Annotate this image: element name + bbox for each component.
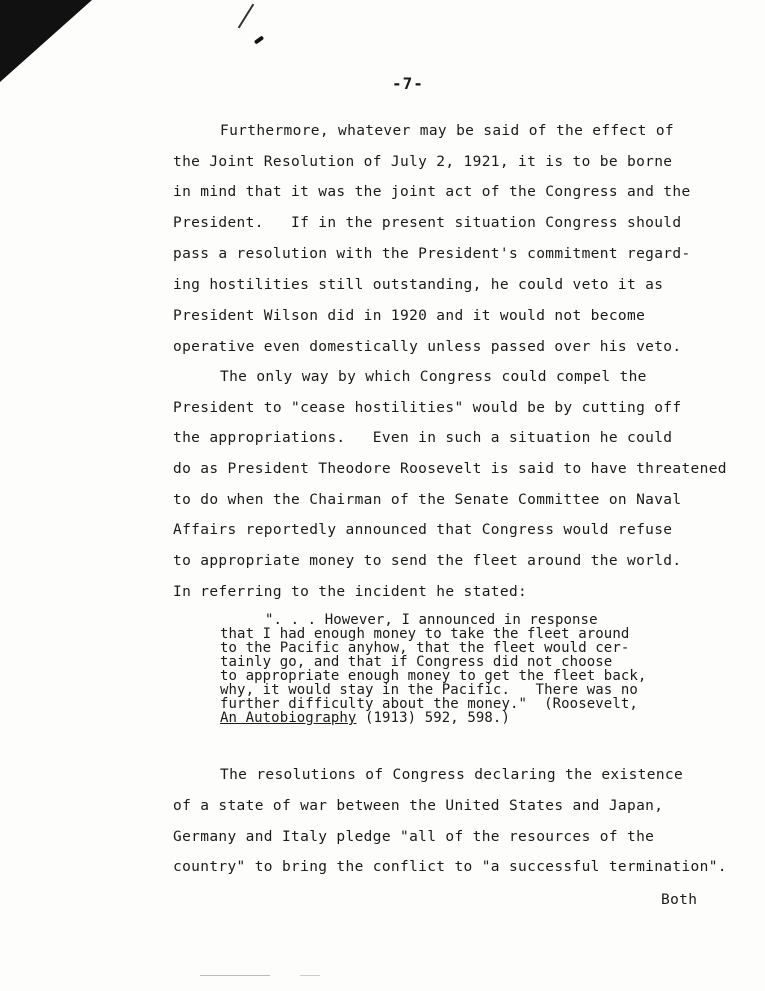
text-line: in mind that it was the joint act of the Congress and the	[173, 184, 691, 200]
text-line: pass a resolution with the President's commitment regard-	[173, 246, 691, 262]
quote-line: that I had enough money to take the fleet around	[220, 626, 630, 642]
text-line: the Joint Resolution of July 2, 1921, it is to be borne	[173, 154, 673, 170]
text-line: operative even domestically unless passed over his veto.	[173, 339, 682, 355]
pencil-slash-mark	[238, 4, 255, 29]
text-line: President to "cease hostilities" would be by cutting off	[173, 400, 682, 416]
text-line: The resolutions of Congress declaring the existence	[220, 767, 684, 783]
text-line: President. If in the present situation Congress should	[173, 215, 682, 231]
quote-line: further difficulty about the money." (Roosevelt,	[220, 696, 638, 712]
citation-details: (1913) 592, 598.)	[356, 710, 510, 726]
scan-artifact	[300, 975, 320, 976]
text-line: Germany and Italy pledge "all of the resources of the	[173, 829, 655, 845]
text-line: In referring to the incident he stated:	[173, 584, 528, 600]
citation-title: An Autobiography	[220, 710, 357, 726]
ink-dash-mark	[254, 35, 264, 44]
quote-line: why, it would stay in the Pacific. There was no	[220, 682, 638, 698]
quote-citation-line	[220, 711, 510, 726]
quote-line: to appropriate enough money to get the fleet back,	[220, 668, 647, 684]
dark-corner-shadow	[0, 0, 92, 82]
quote-line: tainly go, and that if Congress did not choose	[220, 654, 613, 670]
page-number: -7-	[392, 74, 424, 93]
catchword: Both	[661, 892, 698, 908]
text-line: President Wilson did in 1920 and it would not become	[173, 308, 646, 324]
text-line: ing hostilities still outstanding, he could veto it as	[173, 277, 664, 293]
text-line: Furthermore, whatever may be said of the effect of	[220, 123, 674, 139]
text-line: The only way by which Congress could compel the	[220, 369, 647, 385]
text-line: of a state of war between the United States and Japan,	[173, 798, 664, 814]
scan-artifact	[200, 975, 270, 976]
text-line: to do when the Chairman of the Senate Committee on Naval	[173, 492, 682, 508]
text-line: to appropriate money to send the fleet around the world.	[173, 553, 682, 569]
quote-line: ". . . However, I announced in response	[265, 612, 598, 628]
text-line: country" to bring the conflict to "a successful termination".	[173, 859, 727, 875]
text-line: Affairs reportedly announced that Congress would refuse	[173, 522, 673, 538]
text-line: do as President Theodore Roosevelt is said to have threatened	[173, 461, 727, 477]
text-line: the appropriations. Even in such a situation he could	[173, 430, 673, 446]
quote-line: to the Pacific anyhow, that the fleet would cer-	[220, 640, 630, 656]
